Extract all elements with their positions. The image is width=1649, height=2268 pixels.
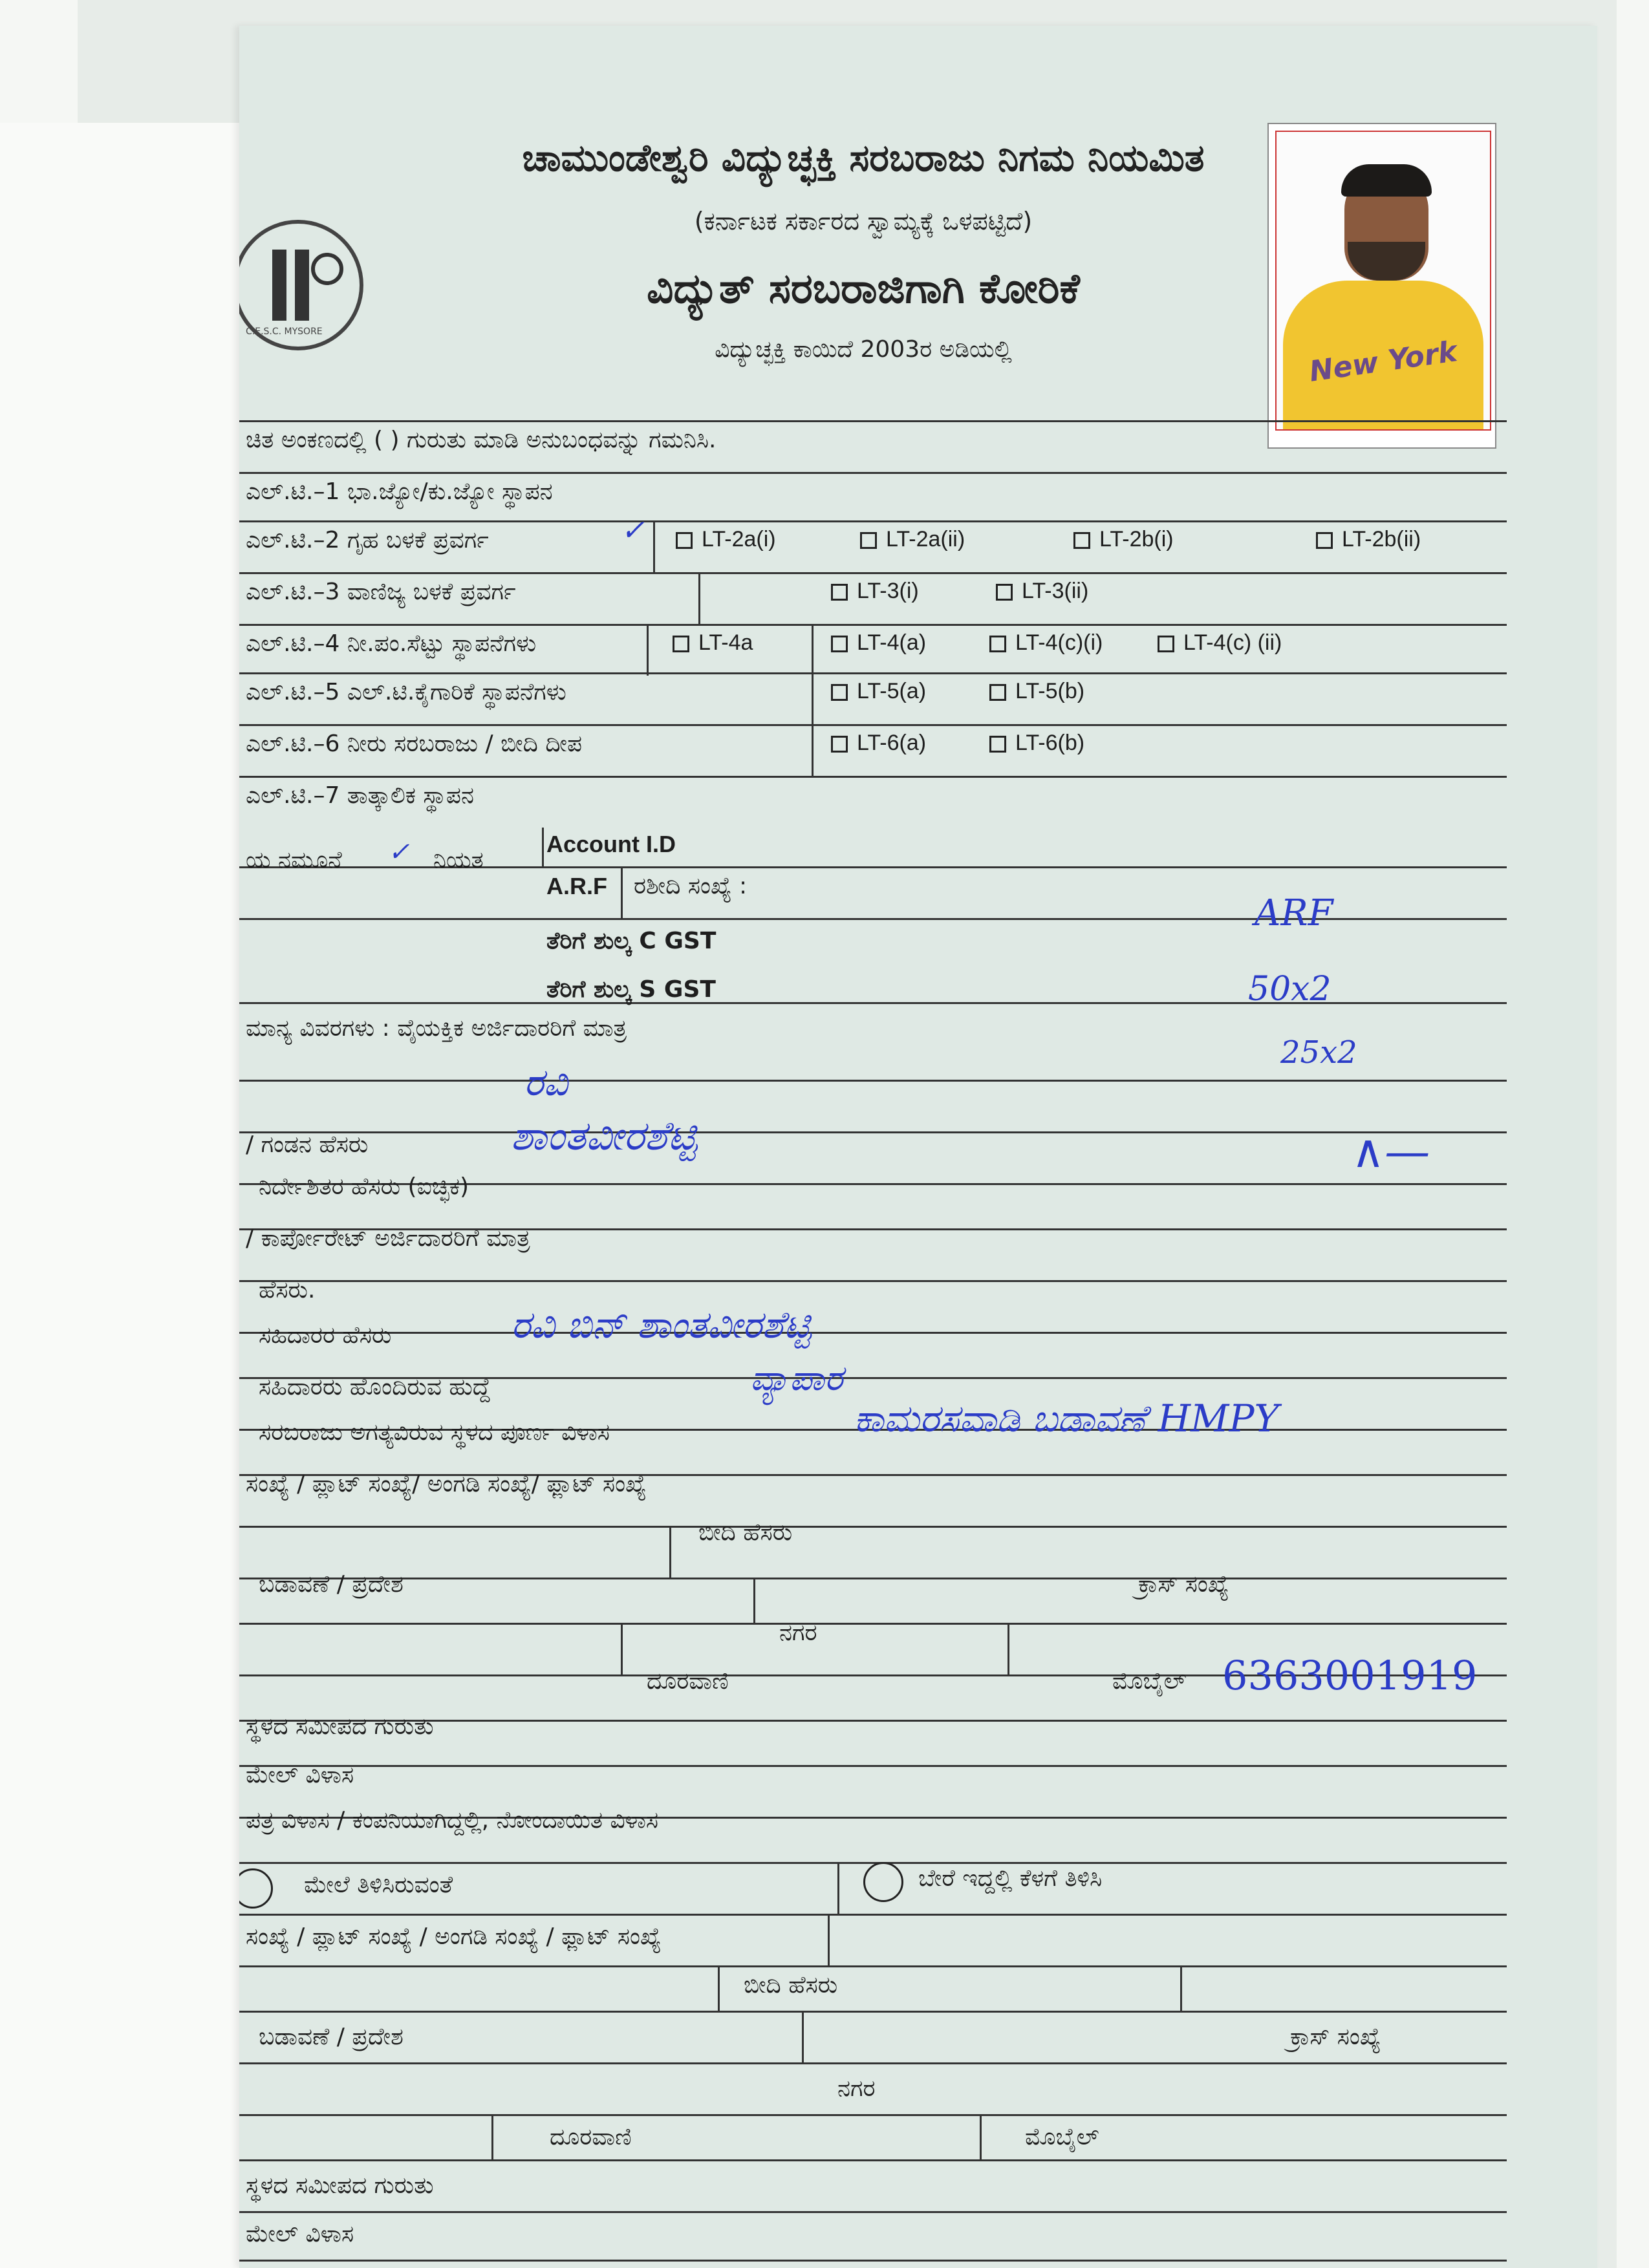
- address2-email-label: ಮೇಲ್ ವಿಳಾಸ: [246, 2221, 354, 2247]
- city-label: ನಗರ: [779, 1620, 817, 1646]
- company-name-label: ಹೆಸರು.: [259, 1277, 316, 1303]
- regular-option[interactable]: ನಿಯತ: [433, 847, 484, 873]
- signatory-name-label: ಸಹಿದಾರರ ಹೆಸರು: [259, 1322, 392, 1349]
- ownership-note: (ಕರ್ನಾಟಕ ಸರ್ಕಾರದ ಸ್ವಾಮ್ಯಕ್ಕೆ ಒಳಪಟ್ಟಿದೆ): [694, 207, 1033, 235]
- sgst-label: ತೆರಿಗೆ ಶುಲ್ಕ S GST: [546, 976, 716, 1003]
- lt4a-checkbox[interactable]: LT-4a: [673, 630, 753, 656]
- act-reference: ವಿದ್ಯುಚ್ಛಕ್ತಿ ಕಾಯಿದೆ 2003ರ ಅಡಿಯಲ್ಲಿ: [715, 336, 1012, 363]
- address2-city-label: ನಗರ: [837, 2075, 876, 2102]
- address-numbers-label: ಸಂಖ್ಯೆ / ಪ್ಲಾಟ್ ಸಂಖ್ಯೆ/ ಅಂಗಡಿ ಸಂಖ್ಯೆ/ ಫ್ಲಾಟ್ ಸಂಖ್ಯೆ: [246, 1471, 647, 1497]
- address2-landmark-label: ಸ್ಥಳದ ಸಮೀಪದ ಗುರುತು: [246, 2172, 434, 2199]
- nominee-name-label: ನಿರ್ದೇಶಿತರ ಹೆಸರು (ಐಚ್ಛಿಕ): [259, 1173, 469, 1200]
- org-title: ಚಾಮುಂಡೇಶ್ವರಿ ವಿದ್ಯುಚ್ಛಕ್ತಿ ಸರಬರಾಜು ನಿಗಮ ನಿಯಮಿತ: [522, 136, 1205, 180]
- lt3-ii-checkbox[interactable]: LT-3(ii): [996, 579, 1088, 604]
- lt4-label: ಎಲ್.ಟಿ.–4 ನೀ.ಪಂ.ಸೆಟ್ಟು ಸ್ಥಾಪನೆಗಳು: [246, 630, 537, 657]
- connection-type-label: ಯ ನಮೂನೆ: [246, 847, 342, 873]
- form-title: ವಿದ್ಯುತ್ ಸರಬರಾಜಿಗಾಗಿ ಕೋರಿಕೆ: [647, 265, 1080, 313]
- lt5-label: ಎಲ್.ಟಿ.–5 ಎಲ್.ಟಿ.ಕೈಗಾರಿಕೆ ಸ್ಥಾಪನೆಗಳು: [246, 679, 566, 705]
- corporate-section-header: / ಕಾರ್ಪೋರೇಟ್ ಅರ್ಜಿದಾರರಿಗೆ ಮಾತ್ರ: [246, 1225, 530, 1252]
- lt3-label: ಎಲ್.ಟಿ.–3 ವಾಣಿಜ್ಯ ಬಳಕೆ ಪ್ರವರ್ಗ: [246, 579, 516, 605]
- lt4-c-i-checkbox[interactable]: LT-4(c)(i): [989, 630, 1103, 656]
- address2-phone-label: ದೂರವಾಣಿ: [550, 2124, 632, 2150]
- correspondence-address-label: ಪತ್ರ ವಿಳಾಸ / ಕಂಪನಿಯಾಗಿದ್ದಲ್ಲಿ, ನೋಂದಾಯಿತ ವಿಳಾಸ: [246, 1807, 659, 1834]
- receipt-number-label: ರಶೀದಿ ಸಂಖ್ಯೆ :: [634, 873, 748, 899]
- applicant-photo: [1267, 123, 1496, 449]
- lt5-a-checkbox[interactable]: LT-5(a): [831, 679, 926, 704]
- handwritten-signatory-name: ರವಿ ಬಿನ್ ಶಾಂತವೀರಶೆಟ್ಟಿ: [511, 1303, 812, 1347]
- address2-cross-label: ಕ್ರಾಸ್ ಸಂಖ್ಯೆ: [1290, 2024, 1381, 2050]
- lt2b-i-checkbox[interactable]: LT-2b(i): [1073, 527, 1174, 552]
- lt2a-ii-checkbox[interactable]: LT-2a(ii): [860, 527, 965, 552]
- husband-name-label: / ಗಂಡನ ಹೆಸರು: [246, 1131, 369, 1158]
- lt6-a-checkbox[interactable]: LT-6(a): [831, 731, 926, 756]
- signature-mark: ∧—: [1352, 1125, 1430, 1178]
- tick-mark: ✓: [621, 514, 645, 547]
- arf-handwritten-note: ARF: [1255, 892, 1333, 934]
- lt3-i-checkbox[interactable]: LT-3(i): [831, 579, 919, 604]
- handwritten-supply-address: ಕಾಮರಸವಾಡಿ ಬಡಾವಣೆ HMPY: [854, 1396, 1279, 1440]
- email-label: ಮೇಲ್ ವಿಳಾಸ: [246, 1762, 354, 1788]
- individual-section-header: ಮಾನ್ಯ ವಿವರಗಳು : ವೈಯಕ್ತಿಕ ಅರ್ಜಿದಾರರಿಗೆ ಮಾತ್ರ: [246, 1015, 627, 1042]
- phone-label: ದೂರವಾಣಿ: [647, 1668, 729, 1695]
- address2-street-label: ಬೀದಿ ಹೆಸರು: [744, 1972, 838, 1998]
- address2-mobile-label: ಮೊಬೈಲ್: [1025, 2124, 1099, 2150]
- handwritten-name-line-2: ಶಾಂತವೀರಶೆಟ್ಟಿ: [511, 1112, 698, 1159]
- different-address-radio[interactable]: [863, 1862, 903, 1902]
- handwritten-mobile-number: 6363001919: [1222, 1652, 1478, 1699]
- lt4-c-ii-checkbox[interactable]: LT-4(c) (ii): [1158, 630, 1282, 656]
- instruction-text: ಚಿತ ಅಂಕಣದಲ್ಲಿ ( ) ಗುರುತು ಮಾಡಿ ಅನುಬಂಧವನ್ನು ಗಮನಿಸಿ.: [246, 427, 717, 453]
- account-id-label: Account I.D: [546, 831, 676, 857]
- same-as-above-radio[interactable]: [239, 1868, 273, 1909]
- cross-number-label: ಕ್ರಾಸ್ ಸಂಖ್ಯೆ: [1138, 1571, 1229, 1598]
- different-address-label: ಬೇರೆ ಇದ್ದಲ್ಲಿ ಕೆಳಗೆ ತಿಳಿಸಿ: [918, 1865, 1103, 1892]
- lt4-a-checkbox[interactable]: LT-4(a): [831, 630, 926, 656]
- fee-note-2: 25x2: [1280, 1034, 1357, 1071]
- lt5-b-checkbox[interactable]: LT-5(b): [989, 679, 1084, 704]
- fee-note-1: 50x2: [1248, 970, 1331, 1009]
- regular-tick-mark: ✓: [388, 837, 410, 867]
- lt2-label: ಎಲ್.ಟಿ.–2 ಗೃಹ ಬಳಕೆ ಪ್ರವರ್ಗ: [246, 527, 489, 553]
- lt6-label: ಎಲ್.ಟಿ.–6 ನೀರು ಸರಬರಾಜು / ಬೀದಿ ದೀಪ: [246, 731, 583, 757]
- handwritten-name-line-1: ರವಿ: [524, 1060, 568, 1104]
- cgst-label: ತೆರಿಗೆ ಶುಲ್ಕ C GST: [546, 928, 717, 954]
- lt6-b-checkbox[interactable]: LT-6(b): [989, 731, 1084, 756]
- lt1-label: ಎಲ್.ಟಿ.–1 ಭಾ.ಜ್ಯೋ/ಕು.ಜ್ಯೋ ಸ್ಥಾಪನ: [246, 478, 553, 505]
- photo-shirt-text: New York: [1307, 335, 1460, 389]
- handwritten-designation: ವ್ಯಾಪಾರ: [750, 1358, 843, 1398]
- area-label: ಬಡಾವಣೆ / ಪ್ರದೇಶ: [259, 1571, 404, 1598]
- left-paper-strip: [0, 123, 239, 2268]
- supply-address-label: ಸರಬರಾಜು ಅಗತ್ಯವಿರುವ ಸ್ಥಳದ ಪೂರ್ಣ ವಿಳಾಸ: [259, 1419, 610, 1446]
- address2-area-label: ಬಡಾವಣೆ / ಪ್ರದೇಶ: [259, 2024, 404, 2050]
- application-form: [239, 26, 1597, 2268]
- signatory-designation-label: ಸಹಿದಾರರು ಹೊಂದಿರುವ ಹುದ್ದೆ: [259, 1374, 491, 1400]
- same-as-above-label: ಮೇಲೆ ತಿಳಿಸಿರುವಂತೆ: [304, 1872, 453, 1898]
- lt2b-ii-checkbox[interactable]: LT-2b(ii): [1316, 527, 1421, 552]
- lt2a-i-checkbox[interactable]: LT-2a(i): [676, 527, 776, 552]
- logo-caption: C.E.S.C. MYSORE: [246, 326, 323, 337]
- landmark-label: ಸ್ಥಳದ ಸಮೀಪದ ಗುರುತು: [246, 1713, 434, 1740]
- mobile-label: ಮೊಬೈಲ್: [1112, 1668, 1187, 1695]
- street-name-label: ಬೀದಿ ಹೆಸರು: [698, 1519, 793, 1546]
- lt7-label: ಎಲ್.ಟಿ.–7 ತಾತ್ಕಾಲಿಕ ಸ್ಥಾಪನ: [246, 782, 474, 809]
- arf-label: A.R.F: [546, 873, 607, 899]
- address2-numbers-label: ಸಂಖ್ಯೆ / ಪ್ಲಾಟ್ ಸಂಖ್ಯೆ / ಅಂಗಡಿ ಸಂಖ್ಯೆ / ಫ್ಲಾಟ್ ಸಂಖ್ಯೆ: [246, 1923, 662, 1950]
